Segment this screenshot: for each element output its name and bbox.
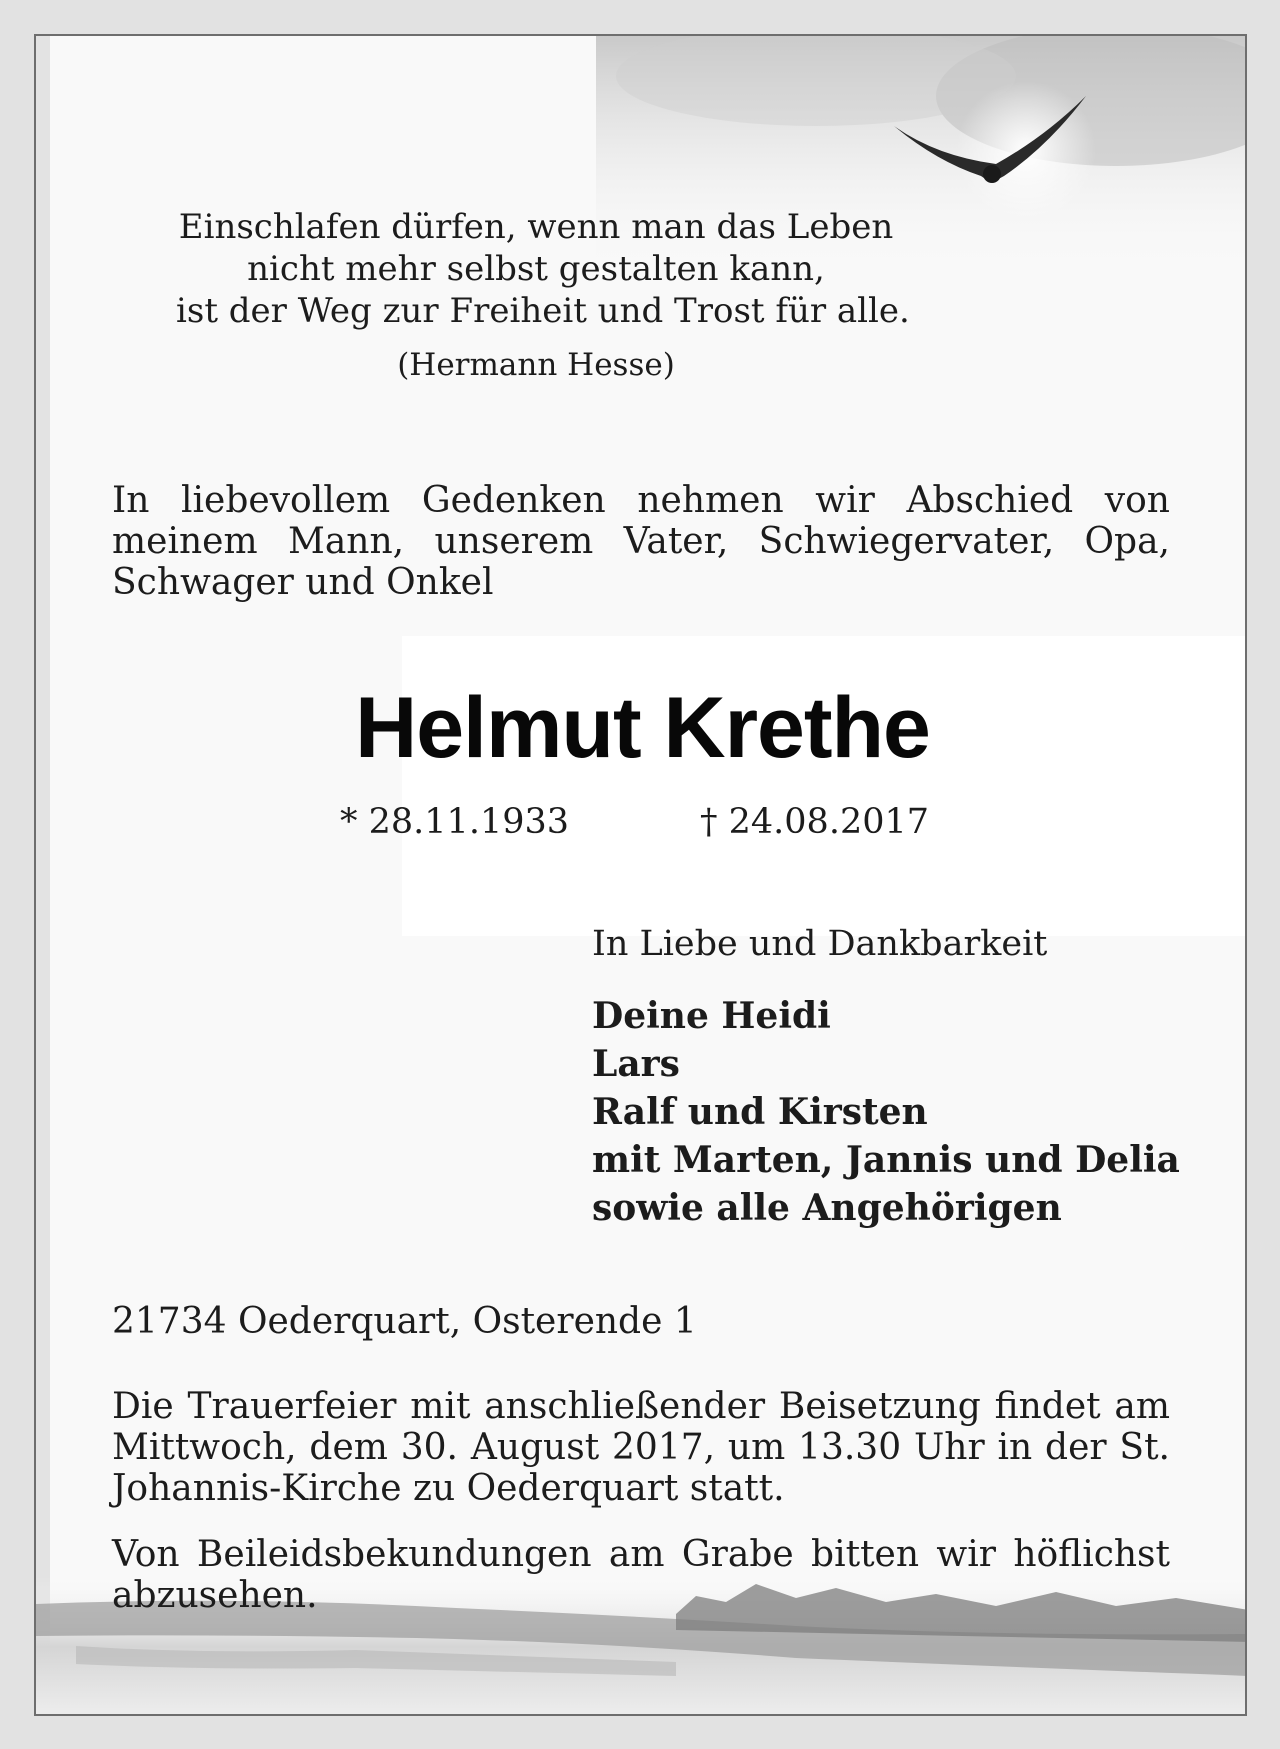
intro-paragraph: In liebevollem Gedenken nehmen wir Abschied von meinem Mann, unserem Vater, Schwiegervater, Opa, Schwager und Onkel bbox=[112, 480, 1170, 603]
condolence-note: Von Beileidsbekundungen am Grabe bitten wir höflichst abzusehen. bbox=[112, 1534, 1170, 1616]
address: 21734 Oederquart, Osterende 1 bbox=[112, 1301, 697, 1342]
poem-line: nicht mehr selbst gestalten kann, bbox=[247, 249, 825, 289]
poem-line: Einschlafen dürfen, wenn man das Leben bbox=[178, 207, 894, 247]
birth-date: * 28.11.1933 bbox=[340, 802, 570, 842]
poem-quote bbox=[176, 206, 910, 386]
obituary-card bbox=[34, 34, 1247, 1716]
family-member: Lars bbox=[592, 1043, 680, 1085]
family-list bbox=[592, 992, 1180, 1232]
deceased-name: Helmut Krethe bbox=[355, 680, 930, 776]
family-member: sowie alle Angehörigen bbox=[592, 1187, 1062, 1229]
family-member: Deine Heidi bbox=[592, 995, 831, 1037]
poem-line: ist der Weg zur Freiheit und Trost für alle. bbox=[176, 291, 910, 331]
poem-author: (Hermann Hesse) bbox=[397, 347, 675, 383]
obituary-text bbox=[36, 36, 1247, 1716]
closing-phrase: In Liebe und Dankbarkeit bbox=[592, 924, 1048, 964]
ceremony-paragraph: Die Trauerfeier mit anschließender Beisetzung findet am Mittwoch, dem 30. August 2017, um 13.30 Uhr in der St. Johannis-Kirche zu Oederquart statt. bbox=[112, 1386, 1170, 1509]
death-date: † 24.08.2017 bbox=[700, 802, 930, 842]
family-member: Ralf und Kirsten bbox=[592, 1091, 928, 1133]
family-member: mit Marten, Jannis und Delia bbox=[592, 1139, 1180, 1181]
